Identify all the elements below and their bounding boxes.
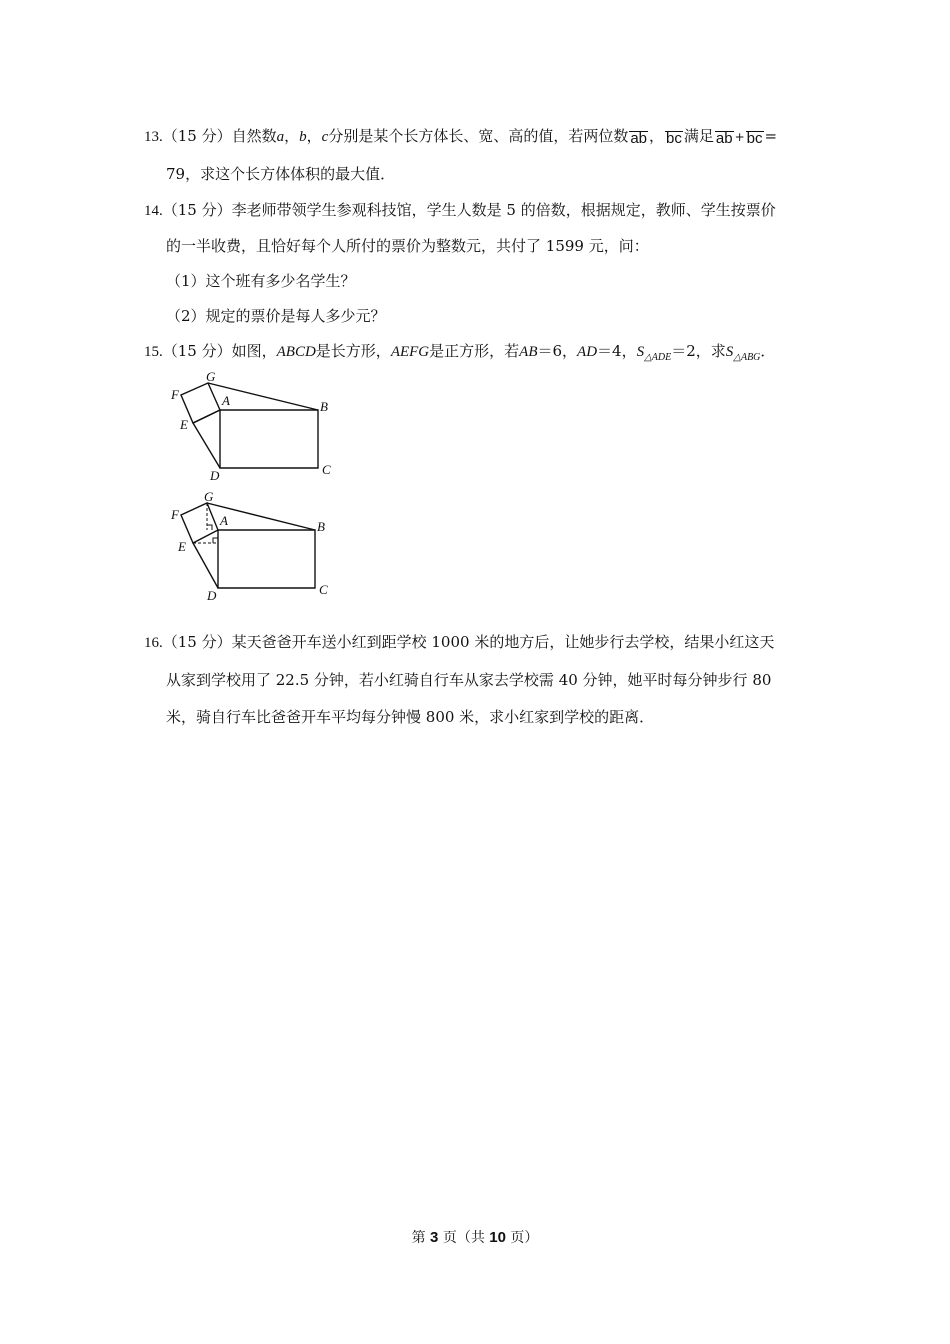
text: 第 [411, 1230, 431, 1246]
text: ． [760, 342, 776, 360]
question-14-sub-2: （2）规定的票价是每人多少元？ [166, 307, 386, 325]
right-angle-mark [207, 525, 212, 530]
segment-ed [193, 543, 218, 588]
overline-ab: ab [715, 130, 733, 147]
var-ad: AD [577, 344, 598, 360]
figure-2 [160, 490, 360, 605]
text: 满足 [683, 127, 714, 145]
text: 李老师带领学生参观科技馆，学生人数是 5 的倍数，根据规定，教师、学生按票价 [231, 201, 776, 219]
label-d: D [207, 588, 217, 603]
text: 分别是某个长方体长、宽、高的值，若两位数 [328, 127, 629, 145]
score-label: （15 分） [162, 201, 232, 219]
overline-bc: bc [666, 130, 682, 147]
label-b: B [320, 399, 328, 414]
text: 如图， [231, 342, 277, 360]
label-e: E [178, 539, 186, 554]
plus-sign: + [734, 130, 745, 144]
var-a: a [276, 129, 285, 145]
question-16-line-3: 米，骑自行车比爸爸开车平均每分钟慢 800 米，求小红家到学校的距离． [166, 708, 655, 726]
question-14-line-2: 的一半收费，且恰好每个人所付的票价为整数元，共付了 1599 元，问： [166, 237, 649, 255]
question-number: 16. [144, 635, 163, 651]
text: 页） [505, 1230, 539, 1246]
label-a: A [222, 393, 230, 408]
label-c: C [322, 462, 331, 477]
var-s: S [636, 344, 645, 360]
label-a: A [220, 513, 228, 528]
var-s: S [725, 344, 734, 360]
label-e: E [180, 417, 188, 432]
label-d: D [210, 468, 220, 483]
var-abcd: ABCD [276, 344, 316, 360]
figure-1 [160, 368, 360, 483]
question-number: 15. [144, 344, 163, 360]
question-13-line-1: 13.（15 分）自然数a，b，c分别是某个长方体长、宽、高的值，若两位数 ab ， bc 满足 ab + bc = [144, 127, 778, 147]
segment-ed [193, 423, 220, 468]
equals-sign: = [764, 127, 778, 145]
label-c: C [319, 582, 328, 597]
score-label: （15 分） [162, 342, 232, 360]
text: ＝4， [597, 342, 637, 360]
question-15-line-1 [144, 341, 775, 368]
rectangle-abcd [220, 410, 318, 468]
var-c: c [321, 129, 329, 145]
label-f: F [171, 387, 179, 402]
text: 某天爸爸开车送小红到距学校 1000 米的地方后，让她步行去学校，结果小红这天 [231, 633, 775, 651]
total-pages: 10 [489, 1229, 506, 1246]
question-number: 13. [144, 129, 163, 145]
subscript-ade: △ADE [644, 352, 672, 363]
var-b: b [299, 129, 307, 145]
rectangle-abcd [218, 530, 315, 588]
text: 页（共 [438, 1230, 490, 1246]
question-16-line-2: 从家到学校用了 22.5 分钟，若小红骑自行车从家去学校需 40 分钟，她平时每分钟步行 80 [166, 671, 772, 689]
text: 是正方形，若 [429, 342, 520, 360]
overline-ab: ab [630, 130, 648, 147]
label-g: G [204, 490, 214, 504]
subscript-abg: △ABG [733, 352, 761, 363]
question-16-line-1 [144, 632, 774, 653]
label-f: F [171, 507, 179, 522]
page-footer [0, 1228, 950, 1248]
text: 自然数 [231, 127, 277, 145]
label-g: G [206, 369, 216, 384]
overline-bc: bc [746, 130, 763, 147]
label-b: B [317, 519, 325, 534]
question-number: 14. [144, 203, 163, 219]
score-label: （15 分） [162, 127, 232, 145]
var-ab: AB [519, 344, 538, 360]
question-14-sub-1: （1）这个班有多少名学生？ [166, 272, 356, 290]
var-aefg: AEFG [390, 344, 430, 360]
question-14-line-1 [144, 200, 776, 221]
text: ＝2，求 [671, 342, 726, 360]
question-13-line-2: 79，求这个长方体体积的最大值． [166, 165, 396, 183]
page-number: 3 [430, 1229, 439, 1246]
score-label: （15 分） [162, 633, 232, 651]
text: 是长方形， [315, 342, 391, 360]
right-angle-mark [213, 538, 218, 543]
square-aefg [181, 503, 218, 543]
text: ＝6， [537, 342, 578, 360]
